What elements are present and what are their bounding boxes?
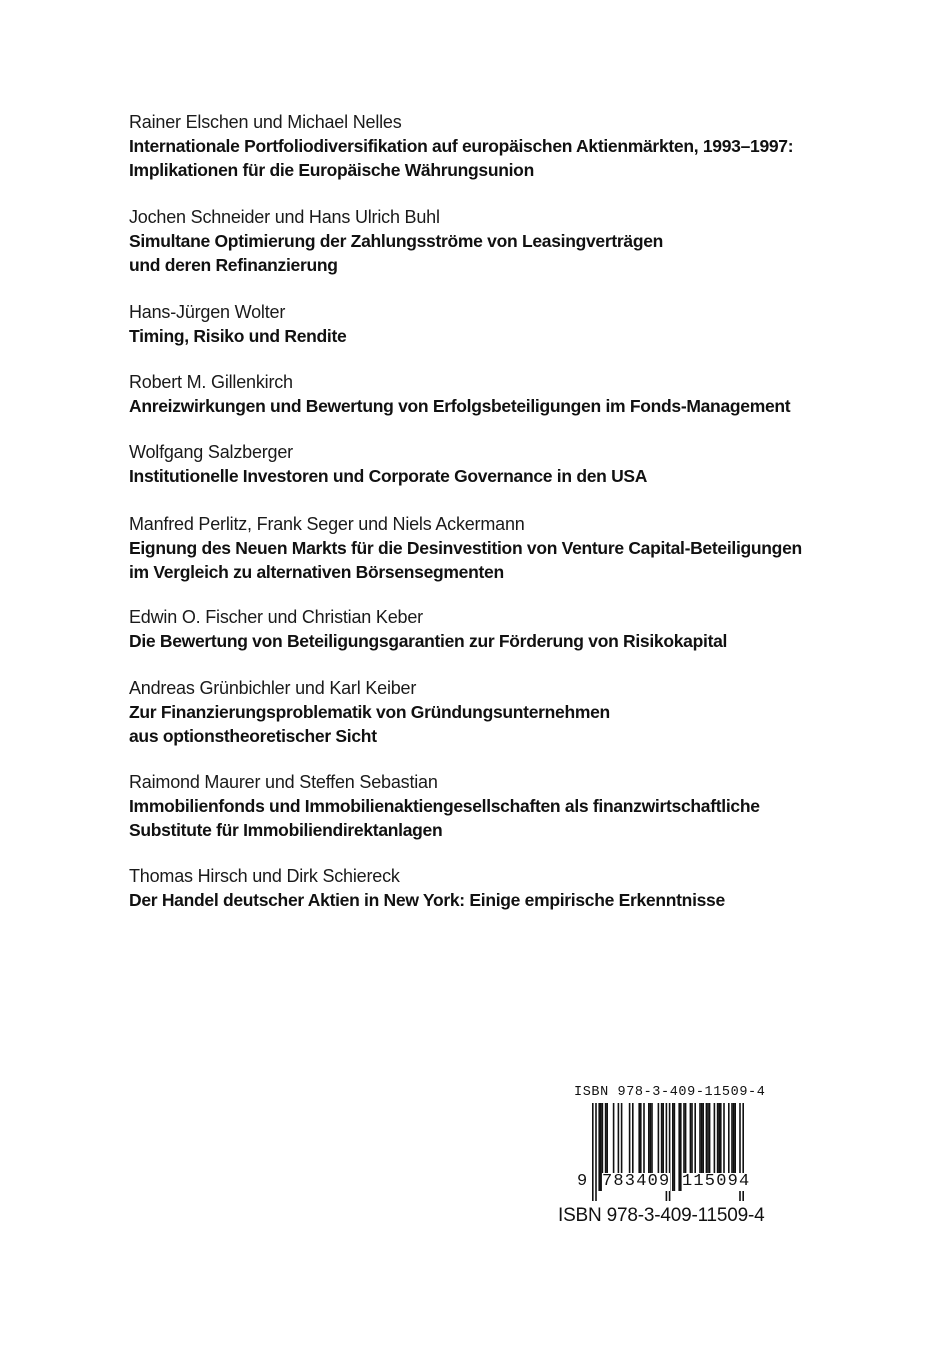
entry-title-line: Implikationen für die Europäische Währungsunion (129, 160, 534, 180)
entry-title-line: und deren Refinanzierung (129, 255, 338, 275)
entry-title-line: Substitute für Immobiliendirektanlagen (129, 820, 443, 840)
entry-title-line: Simultane Optimierung der Zahlungsströme von Leasingverträgen (129, 231, 664, 251)
entry-title-line: Der Handel deutscher Aktien in New York: Einige empirische Erkenntnisse (129, 890, 725, 910)
entry-title-line: Die Bewertung von Beteiligungsgarantien zur Förderung von Risikokapital (129, 631, 728, 651)
entry-authors: Hans-Jürgen Wolter (129, 302, 286, 322)
entry-title (129, 464, 909, 488)
entry-title-line: Immobilienfonds und Immobilienaktiengesellschaften als finanzwirtschaftliche (129, 796, 760, 816)
isbn-top-label: ISBN 978-3-409-11509-4 (574, 1085, 766, 1100)
barcode-bar (595, 1103, 597, 1201)
entry-title-line: Zur Finanzierungsproblematik von Gründungsunternehmen (129, 702, 610, 722)
entry-title-line: Institutionelle Investoren und Corporate Governance in den USA (129, 466, 648, 486)
entry-title (129, 229, 909, 277)
publication-entry (129, 110, 909, 182)
barcode-digits-right: 115094 (682, 1172, 751, 1191)
entry-authors: Wolfgang Salzberger (129, 442, 293, 462)
barcode-bar (678, 1103, 680, 1191)
publication-entry (129, 370, 909, 418)
entry-title-line: Internationale Portfoliodiversifikation auf europäischen Aktienmärkten, 1993–1997: (129, 136, 794, 156)
publication-entry (129, 605, 909, 653)
entry-title (129, 794, 909, 842)
publication-entry (129, 676, 909, 748)
entry-title (129, 629, 909, 653)
barcode-digits-left: 783409 (602, 1172, 671, 1191)
barcode-bar (672, 1103, 674, 1191)
entry-title-line: Anreizwirkungen und Bewertung von Erfolgsbeteiligungen im Fonds-Management (129, 396, 791, 416)
publication-entry (129, 300, 909, 348)
entry-title-line: aus optionstheoretischer Sicht (129, 726, 377, 746)
publication-entry (129, 205, 909, 277)
publication-entry (129, 770, 909, 842)
publication-entry (129, 440, 909, 488)
publication-entry (129, 864, 909, 912)
entry-authors: Thomas Hirsch und Dirk Schiereck (129, 866, 400, 886)
entry-authors: Edwin O. Fischer und Christian Keber (129, 607, 423, 627)
entry-title (129, 324, 909, 348)
entry-authors: Rainer Elschen und Michael Nelles (129, 112, 402, 132)
barcode-bar (598, 1103, 600, 1191)
barcode-bar (592, 1103, 594, 1201)
entry-authors: Manfred Perlitz, Frank Seger und Niels Ackermann (129, 514, 525, 534)
publication-entry (129, 512, 909, 584)
barcode-digit-first: 9 (577, 1172, 588, 1191)
entry-title-line: im Vergleich zu alternativen Börsensegmenten (129, 562, 504, 582)
entry-title (129, 888, 909, 912)
barcode-bar (674, 1103, 676, 1191)
entry-authors: Andreas Grünbichler und Karl Keiber (129, 678, 417, 698)
isbn-block (558, 1085, 800, 1235)
entry-title-line: Eignung des Neuen Markts für die Desinvestition von Venture Capital-Beteiligungen (129, 538, 802, 558)
entry-authors: Robert M. Gillenkirch (129, 372, 293, 392)
entry-authors: Jochen Schneider und Hans Ulrich Buhl (129, 207, 440, 227)
entry-title (129, 536, 909, 584)
entry-title (129, 134, 909, 182)
entry-title (129, 394, 909, 418)
entry-title (129, 700, 909, 748)
isbn-bottom-label: ISBN 978-3-409-11509-4 (558, 1205, 765, 1226)
entry-authors: Raimond Maurer und Steffen Sebastian (129, 772, 438, 792)
entry-title-line: Timing, Risiko und Rendite (129, 326, 347, 346)
